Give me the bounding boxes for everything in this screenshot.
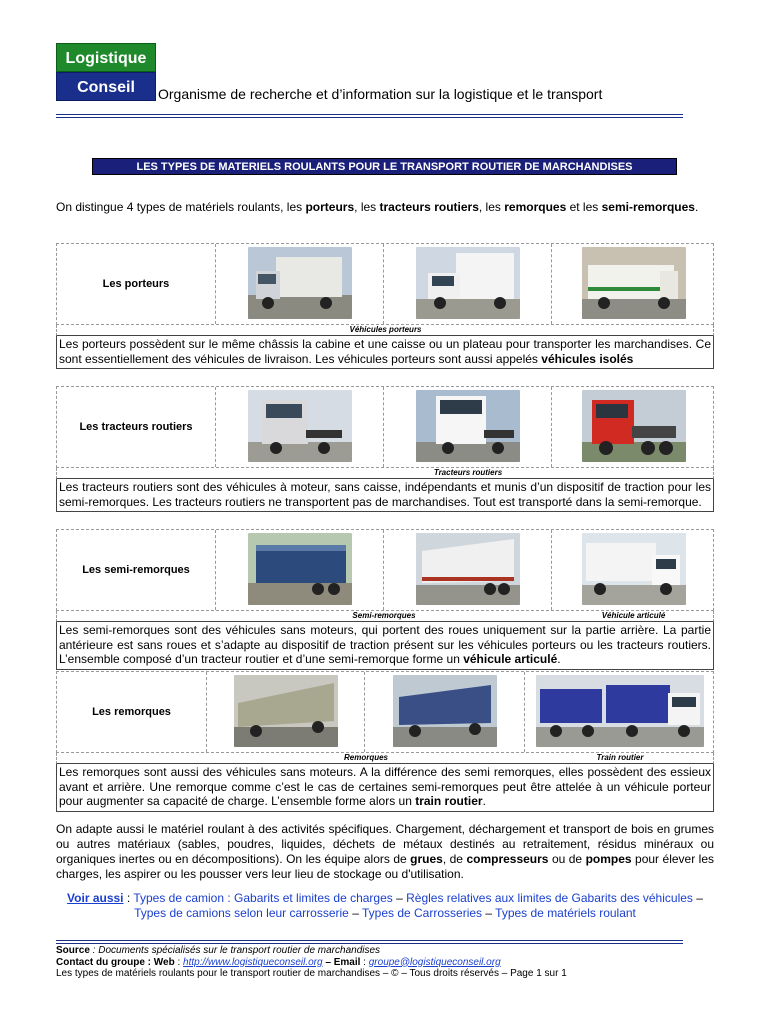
remorques-label: Les remorques (57, 672, 207, 752)
activities-paragraph: On adapte aussi le matériel roulant à des activités spécifiques. Chargement, déchargement et transport de bois en grumes ou autres matériaux (sables, poudres, liquides, déchets de métaux destinés au retraitement, résidus minéraux ou organiques inertes ou en décompositions). On les équipe alors de grues, de compresseurs ou de pompes pour élever les charges, les aspirer ou les pousser vers leur lieu de stockage ou d'utilisation. (56, 822, 714, 881)
tractor-photo (416, 390, 520, 462)
logo-bottom: Conseil (56, 72, 156, 101)
tractor-photo (582, 390, 686, 462)
email-link[interactable]: groupe@logistiqueconseil.org (368, 956, 501, 968)
porteurs-label: Les porteurs (57, 244, 216, 324)
see-also: Voir aussi : Types de camion : Gabarits et limites de charges – Règles relatives aux limites de Gabarits des véhicules – Types de camions selon leur carrosserie – Types de Carrosseries – Types de matériels roulant (67, 891, 703, 920)
tractor-photo (248, 390, 352, 462)
porteurs-description: Les porteurs possèdent sur le même châssis la cabine et une caisse ou un plateau pour transporter les marchandises. Ce sont essentiellement des véhicules de livraison. Les véhicules porteurs sont aussi appelés véhicules isolés (56, 336, 714, 369)
link-types-carrosserie[interactable]: Types de camions selon leur carrosserie (134, 906, 349, 920)
web-link[interactable]: http://www.logistiqueconseil.org (183, 956, 323, 968)
section-remorques (56, 671, 714, 812)
caption-tracteurs-routiers: Tracteurs routiers (433, 468, 503, 477)
section-semi-remorques (56, 529, 714, 670)
truck-photo (582, 247, 686, 319)
logo-top: Logistique (56, 43, 156, 72)
porteurs-image-row (56, 243, 714, 325)
semi-trailer-photo (416, 533, 520, 605)
trailer-photo (393, 675, 497, 747)
semi-trailer-photo (248, 533, 352, 605)
tagline: Organisme de recherche et d’information sur la logistique et le transport (158, 86, 603, 102)
tracteurs-label: Les tracteurs routiers (57, 387, 216, 467)
remorques-image-row (56, 671, 714, 753)
logo (56, 43, 156, 101)
caption-semi-remorques: Semi-remorques (352, 611, 416, 620)
caption-vehicules-porteurs: Véhicules porteurs (349, 325, 422, 334)
section-tracteurs (56, 386, 714, 512)
link-gabarits-charges[interactable]: Types de camion : Gabarits et limites de charges (133, 891, 393, 905)
link-regles-gabarits[interactable]: Règles relatives aux limites de Gabarits des véhicules (406, 891, 693, 905)
remorques-description: Les remorques sont aussi des véhicules sans moteurs. A la différence des semi remorques, elles possèdent des essieux avant et arrière. Une remorque comme c’est le cas de certaines semi-remorques peut être attelée à un véhicule porteur pour augmenter sa capacité de charge. L’ensemble forme alors un train routier. (56, 764, 714, 812)
footer (56, 945, 696, 980)
semi-remorques-label: Les semi-remorques (57, 530, 216, 610)
trailer-photo (234, 675, 338, 747)
road-train-photo (536, 675, 704, 747)
caption-train-routier: Train routier (596, 753, 644, 762)
footer-divider (56, 940, 683, 944)
header-divider (56, 114, 683, 118)
tracteurs-image-row (56, 386, 714, 468)
semi-remorques-image-row (56, 529, 714, 611)
footer-source: Source : Documents spécialisés sur le transport routier de marchandises (56, 945, 381, 956)
footer-contact: Contact du groupe : Web : http://www.logistiqueconseil.org – Email : groupe@logistiqueconseil.org (56, 956, 501, 968)
link-types-carrosseries[interactable]: Types de Carrosseries (361, 906, 483, 920)
page-title: LES TYPES DE MATERIELS ROULANTS POUR LE TRANSPORT ROUTIER DE MARCHANDISES (92, 158, 677, 175)
articulated-vehicle-photo (582, 533, 686, 605)
see-also-label: Voir aussi (67, 891, 124, 905)
caption-remorques: Remorques (343, 753, 388, 762)
semi-remorques-description: Les semi-remorques sont des véhicules sans moteurs, qui portent des roues uniquement sur la partie arrière. La partie antérieure est sans roues et s’adapte au dispositif de traction présent sur les véhicules porteurs ou les tracteurs routiers. L’ensemble composé d’un tracteur routier et d’une semi-remorque forme un véhicule articulé. (56, 622, 714, 670)
caption-vehicule-articule: Véhicule articulé (601, 611, 666, 620)
footer-copyright: Les types de matériels roulants pour le transport routier de marchandises – © – Tous droits réservés – Page 1 sur 1 (56, 968, 567, 979)
tracteurs-description: Les tracteurs routiers sont des véhicules à moteur, sans caisse, indépendants et munis d’un dispositif de traction pour les semi-remorques. Les tracteurs routiers ne transportent pas de marchandises. Tout est transporté dans la semi-remorque. (56, 479, 714, 512)
section-porteurs (56, 243, 714, 369)
intro-paragraph: On distingue 4 types de matériels roulants, les porteurs, les tracteurs routiers, les remorques et les semi-remorques. (56, 200, 699, 214)
truck-photo (248, 247, 352, 319)
truck-photo (416, 247, 520, 319)
link-materiels-roulant[interactable]: Types de matériels roulant (495, 906, 636, 920)
